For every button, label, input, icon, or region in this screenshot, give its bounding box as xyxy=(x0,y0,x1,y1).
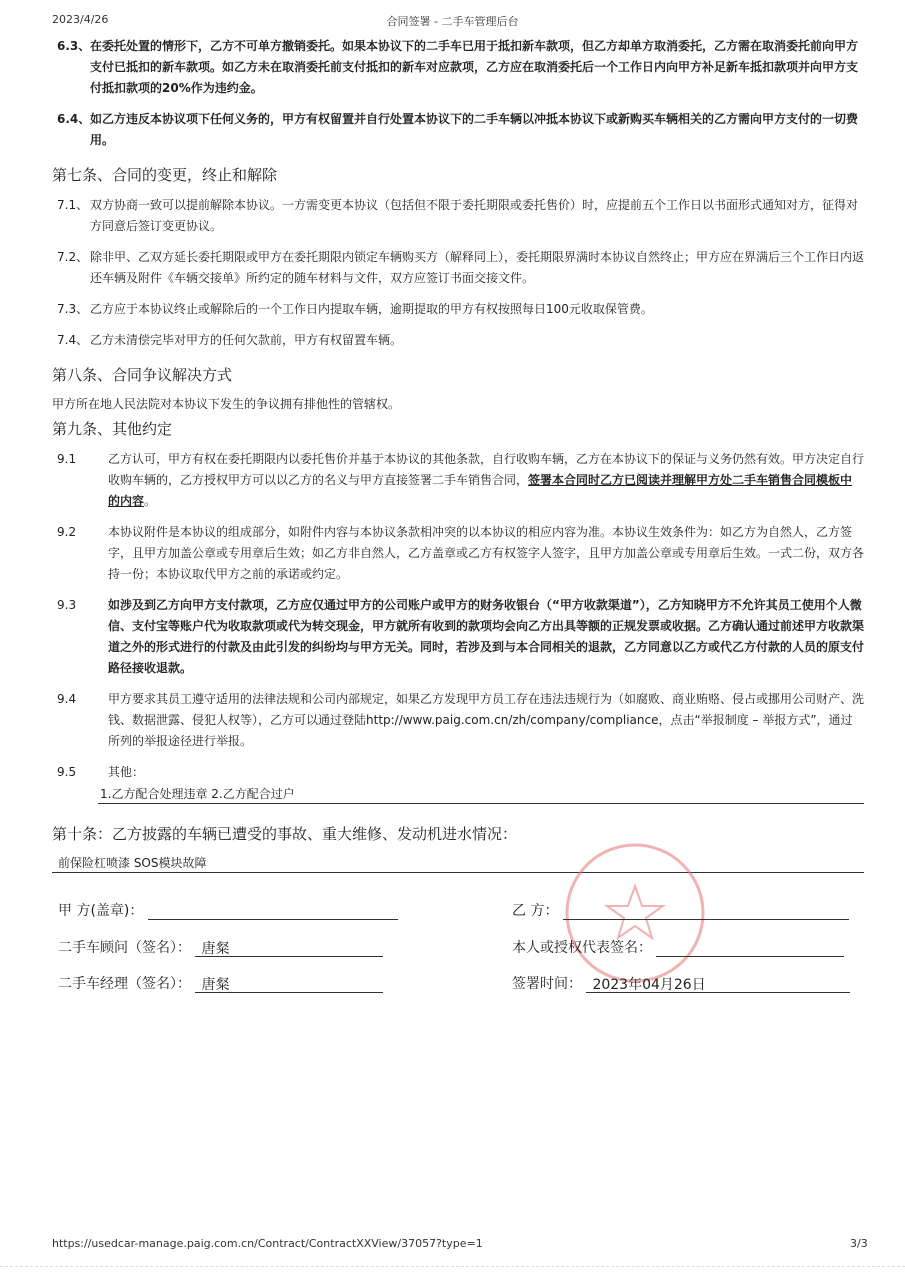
clause-6-4 xyxy=(52,109,864,151)
representative-label: 本人或授权代表签名： xyxy=(512,940,652,956)
manager-signature-row xyxy=(58,973,383,993)
signing-date-value: 2023年04月26日 xyxy=(586,974,850,993)
manager-label: 二手车经理（签名）： xyxy=(58,976,191,992)
contract-body xyxy=(52,36,864,873)
print-page-title: 合同签署 - 二手车管理后台 xyxy=(386,15,519,28)
page-number: 3/3 xyxy=(850,1237,868,1250)
clause-number: 9.4 xyxy=(57,692,77,706)
clause-number: 7.3、 xyxy=(57,302,89,316)
clause-9-5 xyxy=(52,762,864,783)
clause-number: 9.5 xyxy=(57,765,77,779)
clause-9-2 xyxy=(52,522,864,585)
advisor-label: 二手车顾问（签名）： xyxy=(58,940,191,956)
vehicle-disclosure-value: 前保险杠喷漆 SOS模块故障 xyxy=(52,854,864,873)
clause-number: 9.2 xyxy=(57,525,77,539)
advisor-value: 唐粲 xyxy=(195,938,383,957)
clause-end: 。 xyxy=(144,494,157,508)
party-a-value xyxy=(148,901,398,920)
party-b-value xyxy=(563,901,849,920)
clause-7-1 xyxy=(52,195,864,237)
signing-date-row xyxy=(512,973,850,993)
clause-7-3 xyxy=(52,299,864,320)
clause-number: 9.1 xyxy=(57,452,77,466)
section-9-title: 第九条、其他约定 xyxy=(52,420,173,438)
section-8-title: 第八条、合同争议解决方式 xyxy=(52,366,233,384)
clause-text: 乙方应于本协议终止或解除后的一个工作日内提取车辆，逾期提取的甲方有权按照每日100元收取保管费。 xyxy=(90,302,653,316)
clause-text: 除非甲、乙双方延长委托期限或甲方在委托期限内锁定车辆购买方（解释同上），委托期限界满时本协议自然终止；甲方应在界满后三个工作日内返还车辆及附件《车辆交接单》所约定的随车材料与文件，双方应签订书面交接文件。 xyxy=(90,250,865,285)
page-url: https://usedcar-manage.paig.com.cn/Contract/ContractXXView/37057?type=1 xyxy=(52,1237,483,1250)
manager-value: 唐粲 xyxy=(195,974,383,993)
clause-underlined-text: 签署本合同时乙方已阅读并理解甲方处二手车销售合同模板中的内容 xyxy=(108,473,853,508)
party-a-label: 甲 方(盖章)： xyxy=(58,903,144,919)
representative-signature-row xyxy=(512,937,844,957)
party-b-signature-row xyxy=(512,900,849,920)
clause-text: 如乙方违反本协议项下任何义务的，甲方有权留置并自行处置本协议下的二手车辆以冲抵本协议下或新购买车辆相关的乙方需向甲方支付的一切费用。 xyxy=(90,112,859,147)
clause-number: 9.3 xyxy=(57,598,77,612)
clause-9-1 xyxy=(52,449,864,512)
clause-9-4 xyxy=(52,689,864,752)
other-terms-value: 1.乙方配合处理违章 2.乙方配合过户 xyxy=(98,785,864,804)
section-8-text: 甲方所在地人民法院对本协议下发生的争议拥有排他性的管辖权。 xyxy=(52,397,401,411)
party-b-label: 乙 方： xyxy=(512,903,559,919)
clause-7-2 xyxy=(52,247,864,289)
clause-text: 本协议附件是本协议的组成部分，如附件内容与本协议条款相冲突的以本协议的相应内容为准。本协议生效条件为：如乙方为自然人，乙方签字，且甲方加盖公章或专用章后生效；如乙方非自然人，乙方盖章或乙方有权签字人签字，且甲方加盖公章或专用章后生效。一式二份，双方各持一份；本协议取代甲方之前的承诺或约定。 xyxy=(108,525,865,581)
clause-number: 7.1、 xyxy=(57,198,89,212)
clause-text: 乙方未清偿完毕对甲方的任何欠款前，甲方有权留置车辆。 xyxy=(90,333,403,347)
clause-9-3 xyxy=(52,595,864,679)
clause-label: 其他： xyxy=(108,765,145,779)
clause-number: 6.3、 xyxy=(57,39,91,53)
clause-text: 如涉及到乙方向甲方支付款项，乙方应仅通过甲方的公司账户或甲方的财务收银台（“甲方收款渠道”），乙方知晓甲方不允许其员工使用个人微信、支付宝等账户代为收取款项或代为转交现金，甲方就所有收到的款项均会向乙方出具等额的正规发票或收据。乙方确认通过前述甲方收款渠道之外的形式进行的付款及由此引发的纠纷均与甲方无关。同时，若涉及到与本合同相关的退款，乙方同意以乙方或代乙方付款的人员的原支付路径接收退款。 xyxy=(108,598,865,675)
clause-text: 甲方要求其员工遵守适用的法律法规和公司内部规定，如果乙方发现甲方员工存在违法违规行为（如腐败、商业贿赂、侵占或挪用公司财产、洗钱、数据泄露、侵犯人权等），乙方可以通过登陆http://www.paig.com.cn/zh/company/compliance，点击“举报制度 – 举报方式”，通过所列的举报途径进行举报。 xyxy=(108,692,865,748)
clause-7-4 xyxy=(52,330,864,351)
print-date: 2023/4/26 xyxy=(52,13,109,26)
clause-text: 在委托处置的情形下，乙方不可单方撤销委托。如果本协议下的二手车已用于抵扣新车款项，但乙方却单方取消委托，乙方需在取消委托前向甲方支付已抵扣的新车款项。如乙方未在取消委托前支付抵扣的新车对应款项，乙方应在取消委托后一个工作日内向甲方补足新车抵扣款项并向甲方支付抵扣款项的20%作为违约金。 xyxy=(90,39,859,95)
representative-value xyxy=(656,938,844,957)
clause-text: 双方协商一致可以提前解除本协议。一方需变更本协议（包括但不限于委托期限或委托售价）时，应提前五个工作日以书面形式通知对方，征得对方同意后签订变更协议。 xyxy=(90,198,859,233)
section-10-title: 第十条：乙方披露的车辆已遭受的事故、重大维修、发动机进水情况： xyxy=(52,825,518,843)
advisor-signature-row xyxy=(58,937,383,957)
clause-6-3 xyxy=(52,36,864,99)
clause-number: 7.2、 xyxy=(57,250,89,264)
signing-date-label: 签署时间： xyxy=(512,976,582,992)
page-bottom-divider xyxy=(0,1266,905,1267)
clause-text: 乙方认可，甲方有权在委托期限内以委托售价并基于本协议的其他条款，自行收购车辆，乙方在本协议下的保证与义务仍然有效。甲方决定自行收购车辆的，乙方授权甲方可以以乙方的名义与甲方直接签署二手车销售合同， xyxy=(108,452,865,487)
party-a-signature-row xyxy=(58,900,398,920)
clause-number: 7.4、 xyxy=(57,333,89,347)
section-7-title: 第七条、合同的变更，终止和解除 xyxy=(52,166,278,184)
clause-number: 6.4、 xyxy=(57,112,91,126)
